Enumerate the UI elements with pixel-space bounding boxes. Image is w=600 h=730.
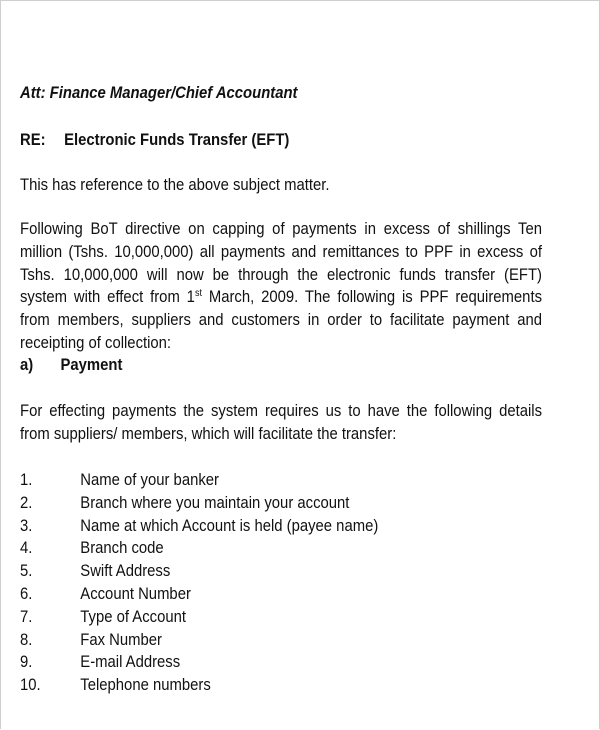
list-item xyxy=(20,674,378,697)
list-item-number: 9. xyxy=(20,653,33,672)
subject-line xyxy=(20,131,289,150)
reference-line: This has reference to the above subject matter. xyxy=(20,176,330,194)
list-item-text: Branch where you maintain your account xyxy=(80,493,350,512)
paragraph-directive xyxy=(20,218,542,355)
section-heading xyxy=(20,356,122,375)
list-item-text: Type of Account xyxy=(80,607,186,626)
list-item-text: Name at which Account is held (payee name) xyxy=(80,516,379,535)
list-item-text: Name of your banker xyxy=(80,471,219,489)
list-item xyxy=(20,606,378,629)
attention-line: Att: Finance Manager/Chief Accountant xyxy=(20,84,298,102)
subject-label: RE: xyxy=(20,131,46,149)
list-item-number: 8. xyxy=(20,630,33,649)
section-title: Payment xyxy=(60,356,123,374)
list-item xyxy=(20,537,378,560)
list-item-text: Telephone numbers xyxy=(80,676,211,695)
ordinal-suffix: st xyxy=(194,288,202,300)
list-item-number: 2. xyxy=(20,493,33,512)
list-item-number: 10. xyxy=(20,676,41,695)
list-item xyxy=(20,492,378,515)
list-item-text: E-mail Address xyxy=(80,653,181,672)
paragraph-payment-details: For effecting payments the system requires us to have the following details from suppliers/ members, which will facilitate the transfer: xyxy=(20,402,542,443)
paragraph-directive-part1: Following BoT directive on capping of payments in excess of shillings Ten million (Tshs. 10,000,000) all payments and remittances to PPF in excess of Tshs. 10,000,000 will now be through the electronic funds transfer (EFT) system with effect from 1 xyxy=(20,220,542,307)
list-item xyxy=(20,629,378,652)
list-item-number: 5. xyxy=(20,562,33,581)
list-item-number: 6. xyxy=(20,584,33,603)
list-item-text: Swift Address xyxy=(80,562,171,581)
list-item xyxy=(20,515,378,538)
subject-text: Electronic Funds Transfer (EFT) xyxy=(64,131,290,149)
list-item-number: 3. xyxy=(20,516,33,535)
list-item-number: 4. xyxy=(20,539,33,558)
list-item-number: 1. xyxy=(20,471,33,489)
list-item xyxy=(20,469,378,492)
paragraph-directive-part2: March, 2009. The following is PPF requirements from members, suppliers and customers in order to facilitate payment and receipting of collection: xyxy=(20,288,542,352)
list-item xyxy=(20,651,378,674)
list-item-text: Fax Number xyxy=(80,630,163,649)
list-item-text: Account Number xyxy=(80,584,191,603)
list-item-number: 7. xyxy=(20,607,33,626)
section-number: a) xyxy=(20,356,34,374)
details-list xyxy=(20,469,378,697)
list-item xyxy=(20,583,378,606)
list-item xyxy=(20,560,378,583)
list-item-text: Branch code xyxy=(80,539,164,558)
